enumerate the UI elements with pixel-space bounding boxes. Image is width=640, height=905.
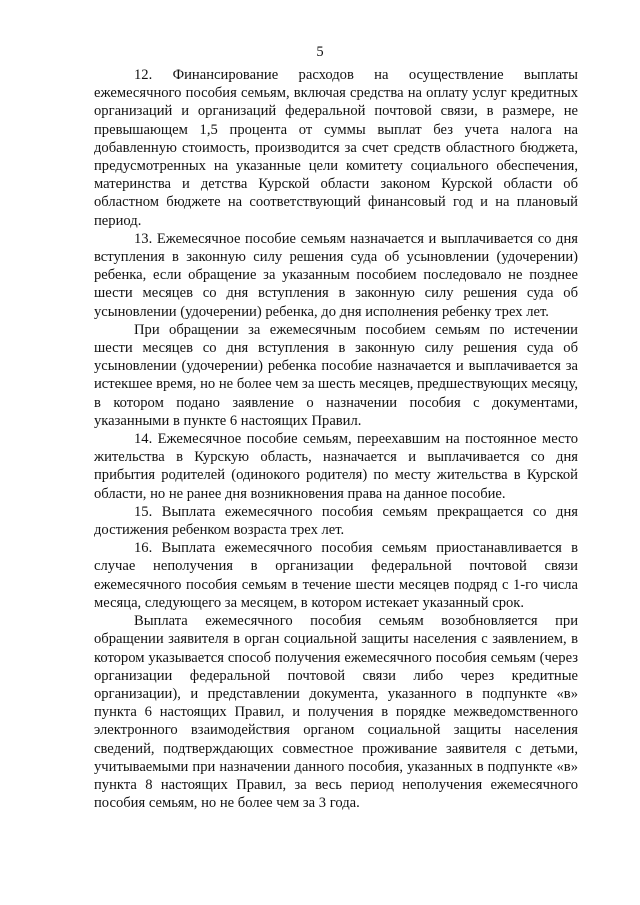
paragraph-16-suspension: 16. Выплата ежемесячного пособия семьям приостанавливается в случае неполучения в организации федеральной почтовой связи ежемесячного пособия семьям в течение шести месяцев подряд с 1-го числа месяца, следующего за месяцем, в котором истекает указанный срок. (94, 540, 578, 611)
page-number: 5 (316, 44, 324, 60)
paragraph-13-late-application: При обращении за ежемесячным пособием семьям по истечении шести месяцев со дня вступления в законную силу решения суда об усыновлении (удочерении) ребенка пособие назначается и выплачивается за истекшее время, но не более чем за шесть месяцев, предшествующих месяцу, в котором подано заявление о назначении пособия с документами, указанными в пункте 6 настоящих Правил. (94, 321, 578, 429)
document-body (94, 66, 578, 812)
paragraph-14-relocation: 14. Ежемесячное пособие семьям, переехавшим на постоянное место жительства в Курскую область, назначается и выплачивается со дня прибытия родителей (одинокого родителя) по месту жительства в Курской области, но не ранее дня возникновения права на данное пособие. (94, 431, 578, 502)
paragraph-16-resumption: Выплата ежемесячного пособия семьям возобновляется при обращении заявителя в орган социальной защиты населения с заявлением, в котором указывается способ получения ежемесячного пособия семьям (через организации федеральной почтовой связи либо через кредитные организации), и представлении документа, указанного в подпункте «в» пункта 6 настоящих Правил, и получения в порядке межведомственного электронного взаимодействия органом социальной защиты населения сведений, подтверждающих совместное проживание заявителя с детьми, учитываемыми при назначении данного пособия, указанных в подпункте «в» пункта 8 настоящих Правил, за весь период неполучения ежемесячного пособия семьям, но не более чем за 3 года. (94, 613, 578, 812)
paragraph-12-financing: 12. Финансирование расходов на осуществление выплаты ежемесячного пособия семьям, включая средства на оплату услуг кредитных организаций и организаций федеральной почтовой связи, в размере, не превышающем 1,5 процента от суммы выплат без учета налога на добавленную стоимость, производится за счет средств областного бюджета, предусмотренных на указанные цели комитету социального обеспечения, материнства и детства Курской области законом Курской области об областном бюджете на соответствующий финансовый год и на плановый период. (94, 67, 578, 229)
paragraph-13-assignment: 13. Ежемесячное пособие семьям назначается и выплачивается со дня вступления в законную силу решения суда об усыновлении (удочерении) ребенка, если обращение за указанным пособием последовало не позднее шести месяцев со дня вступления в законную силу решения суда об усыновлении (удочерении) ребенка, до дня исполнения ребенку трех лет. (94, 230, 578, 320)
paragraph-15-termination: 15. Выплата ежемесячного пособия семьям прекращается со дня достижения ребенком возраста трех лет. (94, 503, 578, 539)
